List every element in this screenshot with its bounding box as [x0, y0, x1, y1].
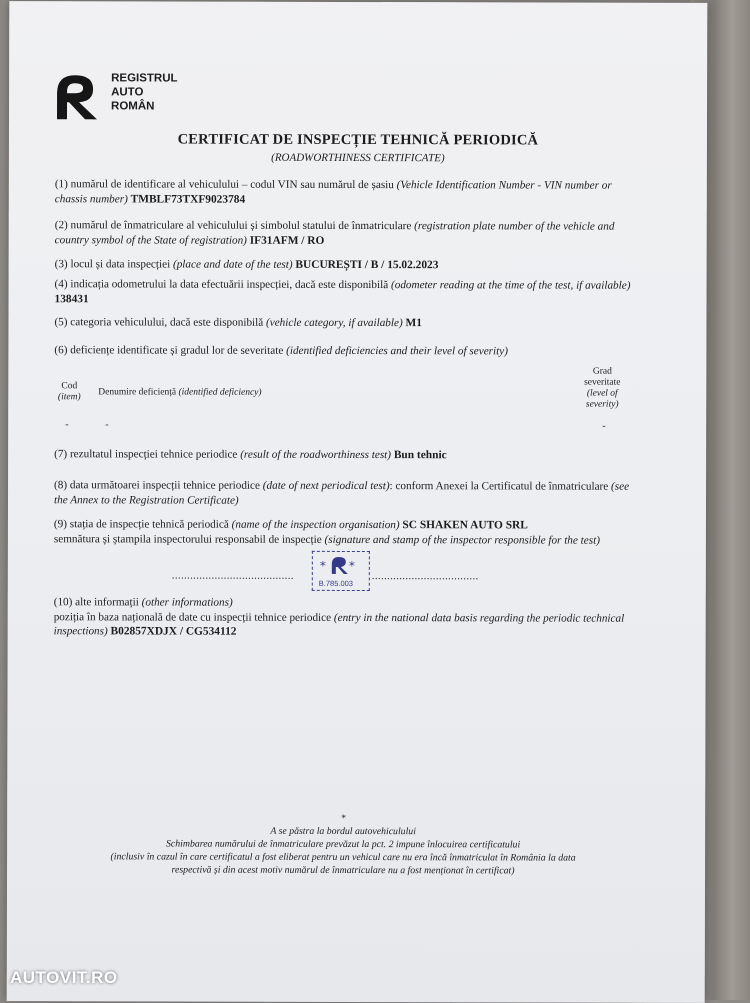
empty-name-cell: -	[105, 419, 109, 431]
stamp-number: B.785.003	[318, 578, 354, 588]
field-other-info: (10) alte informații (other informations) poziția în baza națională de date cu inspecții tehnice periodice (entry in the national data basis regarding the periodic technical inspections) B02857XDJX / CG534112	[53, 596, 625, 638]
col-name-header: Denumire deficiență (identified deficiency)	[98, 387, 262, 398]
inspector-stamp	[312, 551, 370, 591]
footer-line-2: Schimbarea numărului de înmatriculare prevăzut la pct. 2 impune înlocuirea certificatului	[165, 838, 521, 851]
plate-value: IF31AFM / RO	[249, 234, 325, 247]
field-result: (7) rezultatul inspecției tehnice periodice (result of the roadworthiness test) Bun tehnic	[54, 448, 447, 462]
vin-value: TMBLF73TXF9023784	[130, 192, 246, 206]
odometer-value: 138431	[54, 292, 89, 305]
certificate-sheet	[7, 1, 708, 1003]
signature-line-right: ...................................	[371, 570, 479, 583]
footer-line-1: A se păstra la bordul autovehiculului	[270, 825, 416, 838]
station-value: SC SHAKEN AUTO SRL	[402, 519, 528, 532]
footer-notes	[53, 811, 633, 878]
empty-grade-cell: -	[602, 420, 606, 432]
category-value: M1	[405, 317, 422, 330]
field-category: (5) categoria vehiculului, dacă este disponibilă (vehicle category, if available) M1	[54, 316, 422, 330]
organization-name	[111, 71, 178, 113]
org-line-1: REGISTRUL	[111, 72, 178, 85]
footer-star: *	[340, 812, 346, 824]
field-next-test: (8) data următoarei inspecții tehnice periodice (date of next periodical test): conform Anexei la Certificatul de înmatriculare (see the Annex to the Registration Certificate)	[53, 479, 630, 507]
org-line-3: ROMÂN	[111, 100, 155, 113]
org-line-2: AUTO	[111, 86, 144, 99]
stamp-logo-icon	[319, 555, 363, 575]
field-odometer: (4) indicația odometrului la data efectuării inspecției, dacă este disponibilă (odometer reading at the time of the test, if available) 138431	[54, 278, 631, 305]
result-value: Bun tehnic	[393, 449, 447, 462]
field-inspection-station: (9) stația de inspecție tehnică periodică (name of the inspection organisation) SC SHAKEN AUTO SRL semnătura și ștampila inspectorului responsabil de inspecție (signature and stamp of the inspector responsible for the test)	[53, 518, 600, 547]
empty-code-cell: -	[65, 419, 69, 431]
database-entry-value: B02857XDJX / CG534112	[110, 625, 237, 638]
svg-text:*: *	[319, 558, 326, 573]
field-place-date: (3) locul și data inspecției (place and date of the test) BUCUREȘTI / B / 15.02.2023	[54, 258, 439, 272]
certificate-subtitle: (ROADWORTHINESS CERTIFICATE)	[271, 151, 445, 165]
svg-text:*: *	[348, 558, 355, 573]
col-code-header: Cod (item)	[57, 381, 81, 403]
field-vin: (1) numărul de identificare al vehiculului – codul VIN sau numărul de șasiu (Vehicle Identification Number - VIN number or chassis number) TMBLF73TXF9023784	[54, 178, 612, 206]
field-deficiencies: (6) deficiențe identificate și gradul lor de severitate (identified deficiencies and their level of severity)	[54, 344, 508, 358]
autovit-watermark: AUTOVIT.RO	[10, 968, 118, 987]
footer-line-3: (inclusiv în cazul în care certificatul a fost eliberat pentru un vehicul care nu era încă înmatriculat în România la data	[110, 851, 576, 864]
certificate-title: CERTIFICAT DE INSPECȚIE TEHNICĂ PERIODICĂ	[177, 131, 539, 149]
rar-logo-icon	[53, 71, 99, 121]
footer-line-4: respectivă și din acest motiv numărul de înmatriculare nu a fost menționat în certificat)	[171, 864, 515, 877]
place-date-value: BUCUREȘTI / B / 15.02.2023	[295, 258, 439, 272]
signature-line-left: ........................................	[171, 569, 294, 582]
col-grade-header: Grad severitate (level of severity)	[584, 366, 621, 410]
field-registration: (2) numărul de înmatriculare al vehiculului și simbolul statului de înmatriculare (registration plate number of the vehicle and country symbol of the State of registration) IF31AFM / RO	[54, 219, 615, 247]
